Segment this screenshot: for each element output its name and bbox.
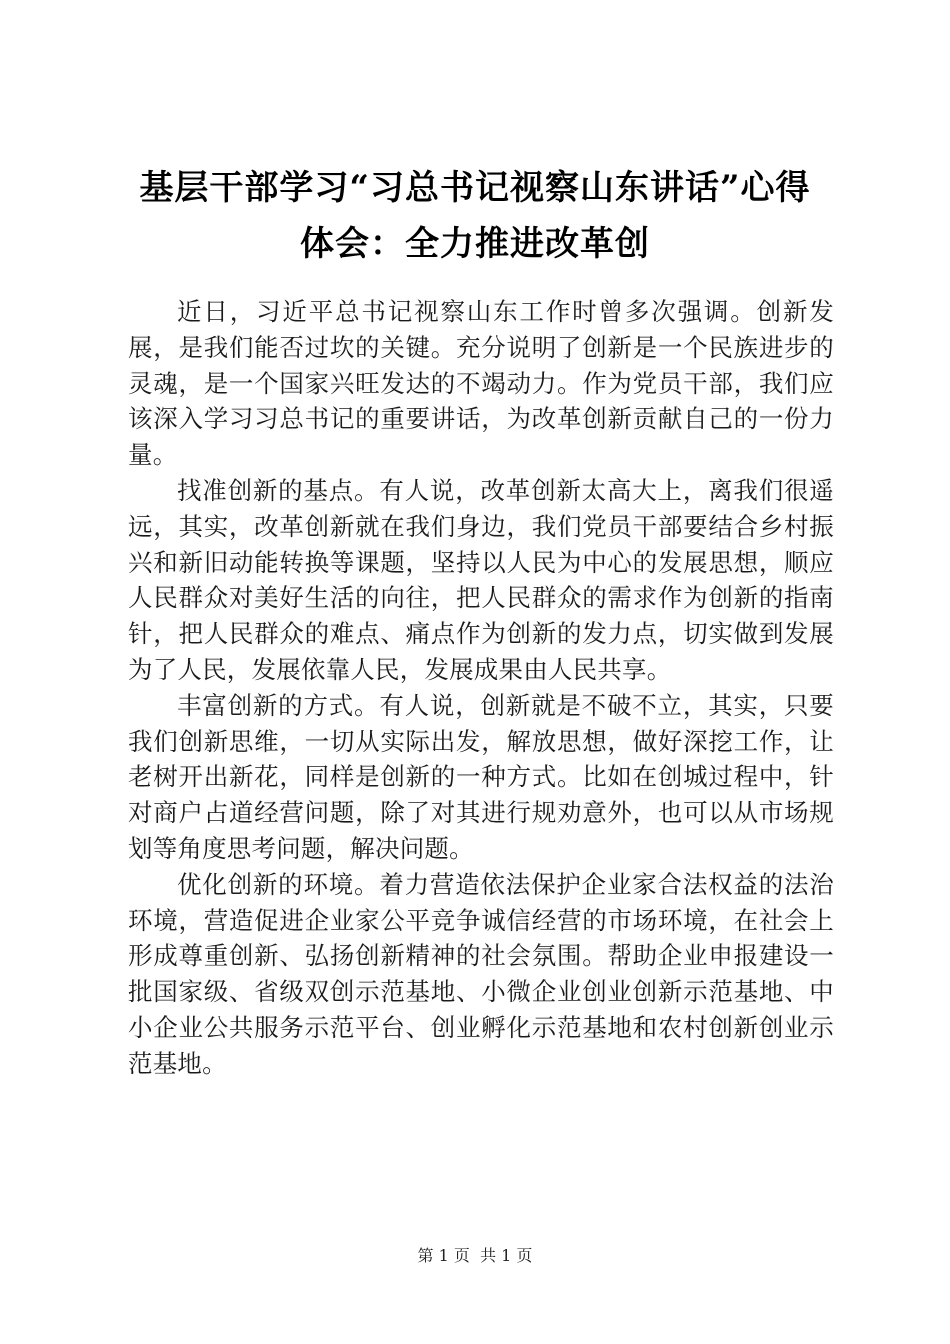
- document-body: [128, 294, 834, 1082]
- page-footer: 第 1 页 共 1 页: [417, 1246, 533, 1265]
- paragraph-environment: 优化创新的环境。着力营造依法保护企业家合法权益的法治环境，营造促进企业家公平竞争诚信经营的市场环境，在社会上形成尊重创新、弘扬创新精神的社会氛围。帮助企业申报建设一批国家级、省级双创示范基地、小微企业创业创新示范基地、中小企业公共服务示范平台、创业孵化示范基地和农村创新创业示范基地。: [128, 869, 834, 1078]
- document-title-line-2: 体会：全力推进改革创: [300, 224, 650, 264]
- document-title-line-1: 基层干部学习“习总书记视察山东讲话”心得: [139, 168, 811, 208]
- paragraph-methods: 丰富创新的方式。有人说，创新就是不破不立，其实，只要我们创新思维，一切从实际出发，解放思想，做好深挖工作，让老树开出新花，同样是创新的一种方式。比如在创城过程中，针对商户占道经营问题，除了对其进行规劝意外，也可以从市场规划等角度思考问题，解决问题。: [128, 690, 834, 863]
- paragraph-basis: 找准创新的基点。有人说，改革创新太高大上，离我们很遥远，其实，改革创新就在我们身边，我们党员干部要结合乡村振兴和新旧动能转换等课题，坚持以人民为中心的发展思想，顺应人民群众对美好生活的向往，把人民群众的需求作为创新的指南针，把人民群众的难点、痛点作为创新的发力点，切实做到发展为了人民，发展依靠人民，发展成果由人民共享。: [128, 475, 834, 684]
- paragraph-intro: 近日，习近平总书记视察山东工作时曾多次强调。创新发展，是我们能否过坎的关键。充分说明了创新是一个民族进步的灵魂，是一个国家兴旺发达的不竭动力。作为党员干部，我们应该深入学习习总书记的重要讲话，为改革创新贡献自己的一份力量。: [128, 297, 834, 470]
